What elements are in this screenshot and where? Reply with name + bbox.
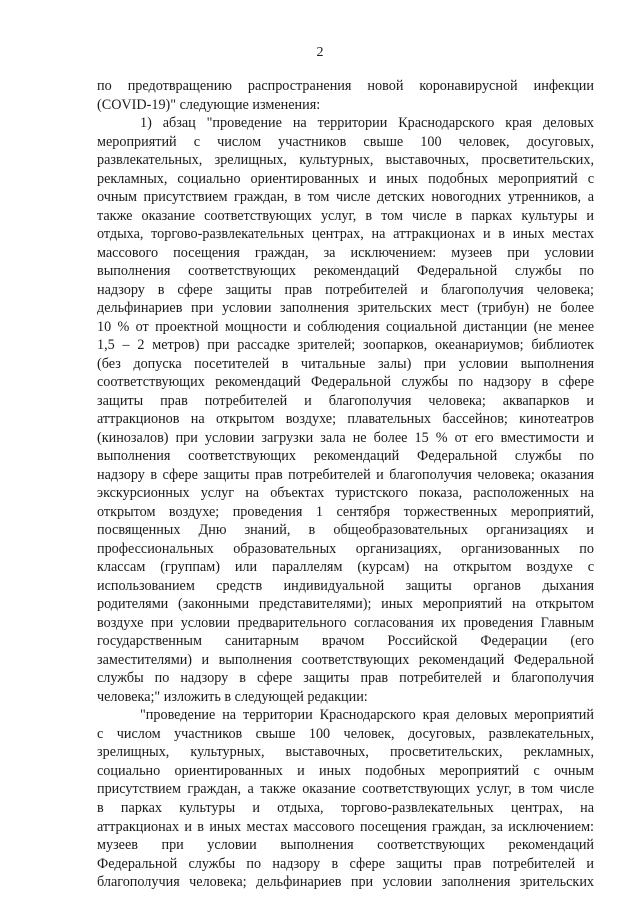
text-line: воздухе при условии предварительного согласования их проведения Главным bbox=[97, 614, 594, 631]
text-line: государственным санитарным врачом Российской Федерации (его bbox=[97, 633, 594, 650]
text-line: защиты прав потребителей и благополучия человека; аквапарков и bbox=[97, 392, 594, 409]
text-line: аттракционов на открытом воздухе; плавательных бассейнов; кинотеатров bbox=[97, 411, 594, 428]
text-line: (кинозалов) при условии загрузки зала не более 15 % от его вместимости и bbox=[97, 429, 594, 446]
text-line: профессиональных образовательных организациях, организованных по bbox=[97, 540, 594, 557]
text-line: 10 % от проектной мощности и соблюдения социальной дистанции (не менее bbox=[97, 318, 594, 335]
text-line: отдыха, торгово-развлекательных центрах, на аттракционах и в иных местах bbox=[97, 226, 594, 243]
text-line: человека;" изложить в следующей редакции: bbox=[97, 688, 368, 705]
text-line: службы по надзору в сфере защиты прав потребителей и благополучия bbox=[97, 670, 594, 687]
text-line: с числом участников свыше 100 человек, досуговых, развлекательных, bbox=[97, 725, 594, 742]
text-line: социально ориентированных и иных подобных мероприятий с очным bbox=[97, 762, 594, 779]
text-line: заместителями) и выполнения соответствующих рекомендаций Федеральной bbox=[97, 651, 594, 668]
text-line: 1,5 – 2 метров) при рассадке зрителей; зоопарков, океанариумов; библиотек bbox=[97, 337, 594, 354]
text-line: родителями (законными представителями); иных мероприятий на открытом bbox=[97, 596, 594, 613]
text-line: (без допуска посетителей в читальные залы) при условии выполнения bbox=[97, 355, 594, 372]
text-line: (COVID-19)" следующие изменения: bbox=[97, 96, 321, 113]
text-line: использованием средств индивидуальной защиты органов дыхания bbox=[97, 577, 594, 594]
text-line: надзору в сфере защиты прав потребителей и благополучия человека; bbox=[97, 281, 594, 298]
text-line: экскурсионных услуг на объектах туристского показа, расположенных на bbox=[97, 485, 594, 502]
text-line: массового посещения граждан, за исключением: музеев при условии bbox=[97, 244, 594, 261]
text-line: зрелищных, культурных, выставочных, просветительских, рекламных, bbox=[97, 744, 594, 761]
text-line: классам (группам) или параллелям (курсам) на открытом воздухе с bbox=[97, 559, 594, 576]
text-line: соответствующих рекомендаций Федеральной службы по надзору в сфере bbox=[97, 374, 594, 391]
text-line: также оказание соответствующих услуг, в том числе в парках культуры и bbox=[97, 207, 594, 224]
text-line: посвященных Дню знаний, в общеобразовательных организациях и bbox=[97, 522, 594, 539]
text-line: Федеральной службы по надзору в сфере защиты прав потребителей и bbox=[97, 855, 594, 872]
text-line: развлекательных, зрелищных, культурных, выставочных, просветительских, bbox=[97, 152, 594, 168]
text-line: аттракционах и в иных местах массового посещения граждан, за исключением: bbox=[97, 818, 594, 835]
text-line: надзору в сфере защиты прав потребителей и благополучия человека; оказания bbox=[97, 466, 594, 483]
text-line: 1) абзац "проведение на территории Краснодарского края деловых bbox=[140, 115, 594, 131]
text-line: выполнения соответствующих рекомендаций Федеральной службы по bbox=[97, 263, 594, 280]
text-line: музеев при условии выполнения соответствующих рекомендаций bbox=[97, 837, 594, 853]
page-number: 2 bbox=[316, 45, 324, 60]
text-line: рекламных, социально ориентированных и иных подобных мероприятий с bbox=[97, 170, 594, 187]
text-line: дельфинариев при условии заполнения зрительских мест (трибун) не более bbox=[97, 300, 594, 317]
text-line: мероприятий с числом участников свыше 100 человек, досуговых, bbox=[97, 133, 594, 150]
text-line: в парках культуры и отдыха, торгово-развлекательных центрах, на bbox=[97, 800, 594, 816]
text-line: по предотвращению распространения новой коронавирусной инфекции bbox=[97, 78, 594, 94]
text-line: "проведение на территории Краснодарского края деловых мероприятий bbox=[140, 707, 594, 724]
text-line: открытом воздухе; проведения 1 сентября торжественных мероприятий, bbox=[97, 503, 594, 520]
text-line: присутствием граждан, а также оказание соответствующих услуг, в том числе bbox=[97, 781, 594, 798]
text-line: благополучия человека; дельфинариев при условии заполнения зрительских bbox=[97, 874, 594, 890]
text-line: выполнения соответствующих рекомендаций Федеральной службы по bbox=[97, 448, 594, 465]
text-line: очным присутствием граждан, в том числе детских новогодних утренников, а bbox=[97, 189, 594, 206]
